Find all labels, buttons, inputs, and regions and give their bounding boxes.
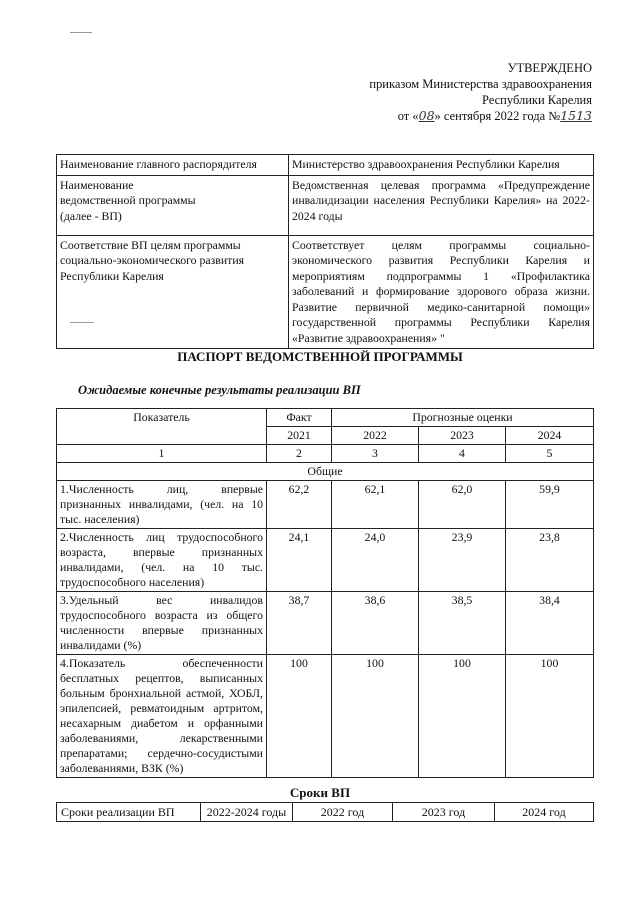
colnum-cell: 5 xyxy=(506,445,594,463)
approval-day: 08 xyxy=(418,108,435,123)
info-row xyxy=(57,155,594,176)
terms-table xyxy=(56,802,594,822)
info-table xyxy=(56,154,594,349)
year-cell: 2024 xyxy=(506,427,594,445)
colnum-cell: 2 xyxy=(267,445,332,463)
approval-republic-line: Республики Карелия xyxy=(481,93,592,107)
info-value: Ведомственная целевая программа «Предупреждение инвалидизации населения Республики Карелия» на 2022- 2024 годы xyxy=(289,175,594,235)
info-label: Наименование главного распорядителя xyxy=(57,155,289,176)
indicator-label: 1.Численность лиц, впервые признанных инвалидами, (чел. на 10 тыс. населения) xyxy=(57,481,267,529)
value-cell: 23,9 xyxy=(419,529,506,592)
colnum-cell: 4 xyxy=(419,445,506,463)
passport-title: ПАСПОРТ ВЕДОМСТВЕННОЙ ПРОГРАММЫ xyxy=(177,349,463,364)
terms-value: 2023 год xyxy=(393,803,495,822)
section-row xyxy=(57,463,594,481)
scan-mark-middle xyxy=(70,322,94,323)
table-row xyxy=(57,655,594,778)
header-forecast: Прогнозные оценки xyxy=(332,409,594,427)
terms-value: 2024 год xyxy=(495,803,594,822)
value-cell: 38,6 xyxy=(332,592,419,655)
approval-number: 1513 xyxy=(560,108,592,123)
value-cell: 62,1 xyxy=(332,481,419,529)
value-cell: 24,1 xyxy=(267,529,332,592)
table-colnum-row xyxy=(57,445,594,463)
value-cell: 38,5 xyxy=(419,592,506,655)
value-cell: 62,2 xyxy=(267,481,332,529)
table-header-row xyxy=(57,409,594,427)
year-cell: 2023 xyxy=(419,427,506,445)
value-cell: 23,8 xyxy=(506,529,594,592)
info-value: Соответствует целям программы социально-экономического развития Республики Карелия и мероприятиям подпрограммы 1 «Профилактика заболеваний и формирование здорового образа жизни. Развитие первичной медико-санитарной помощи» государственной программы Республики Карелия «Развитие здравоохранения» " xyxy=(289,235,594,349)
year-cell: 2022 xyxy=(332,427,419,445)
info-label: Соответствие ВП целям программы социально-экономического развития Республики Карелия xyxy=(57,235,289,349)
header-fact: Факт xyxy=(267,409,332,427)
year-cell: 2021 xyxy=(267,427,332,445)
header-indicator: Показатель xyxy=(57,409,267,445)
terms-title: Сроки ВП xyxy=(289,785,351,800)
value-cell: 38,4 xyxy=(506,592,594,655)
terms-label: Сроки реализации ВП xyxy=(57,803,201,822)
results-table xyxy=(56,408,594,778)
approval-title: УТВЕРЖДЕНО xyxy=(507,61,592,75)
indicator-label: 2.Численность лиц трудоспособного возраста, впервые признанных инвалидами, (чел. на 10 тыс. трудоспособного населения) xyxy=(57,529,267,592)
terms-row xyxy=(57,803,594,822)
colnum-cell: 1 xyxy=(57,445,267,463)
table-row xyxy=(57,529,594,592)
value-cell: 38,7 xyxy=(267,592,332,655)
value-cell: 100 xyxy=(332,655,419,778)
value-cell: 100 xyxy=(506,655,594,778)
approval-order-line: приказом Министерства здравоохранения xyxy=(369,77,592,91)
value-cell: 100 xyxy=(267,655,332,778)
section-label: Общие xyxy=(57,463,594,481)
indicator-label: 4.Показатель обеспеченности бесплатных рецептов, выписанных больным бронхиальной астмой, ХОБЛ, эпилепсией, ревматоидным артритом, несахарным диабетом и орфанными заболеваниями, лекарственными препаратами; сердечно-сосудистыми заболеваниями, ВЗК (%) xyxy=(57,655,267,778)
indicator-label: 3.Удельный вес инвалидов трудоспособного возраста из общего численности впервые признанных инвалидами (%) xyxy=(57,592,267,655)
approval-block xyxy=(369,60,592,124)
info-row xyxy=(57,235,594,349)
table-row xyxy=(57,481,594,529)
colnum-cell: 3 xyxy=(332,445,419,463)
terms-value: 2022 год xyxy=(293,803,393,822)
info-label: Наименование ведомственной программы (далее - ВП) xyxy=(57,175,289,235)
value-cell: 24,0 xyxy=(332,529,419,592)
value-cell: 59,9 xyxy=(506,481,594,529)
value-cell: 100 xyxy=(419,655,506,778)
scan-mark-top xyxy=(70,32,92,33)
info-row xyxy=(57,175,594,235)
value-cell: 62,0 xyxy=(419,481,506,529)
table-row xyxy=(57,592,594,655)
approval-date-line: от «08» сентября 2022 года №1513 xyxy=(397,108,592,123)
results-title: Ожидаемые конечные результаты реализации ВП xyxy=(78,383,361,397)
info-value: Министерство здравоохранения Республики Карелия xyxy=(289,155,594,176)
terms-value: 2022-2024 годы xyxy=(201,803,293,822)
